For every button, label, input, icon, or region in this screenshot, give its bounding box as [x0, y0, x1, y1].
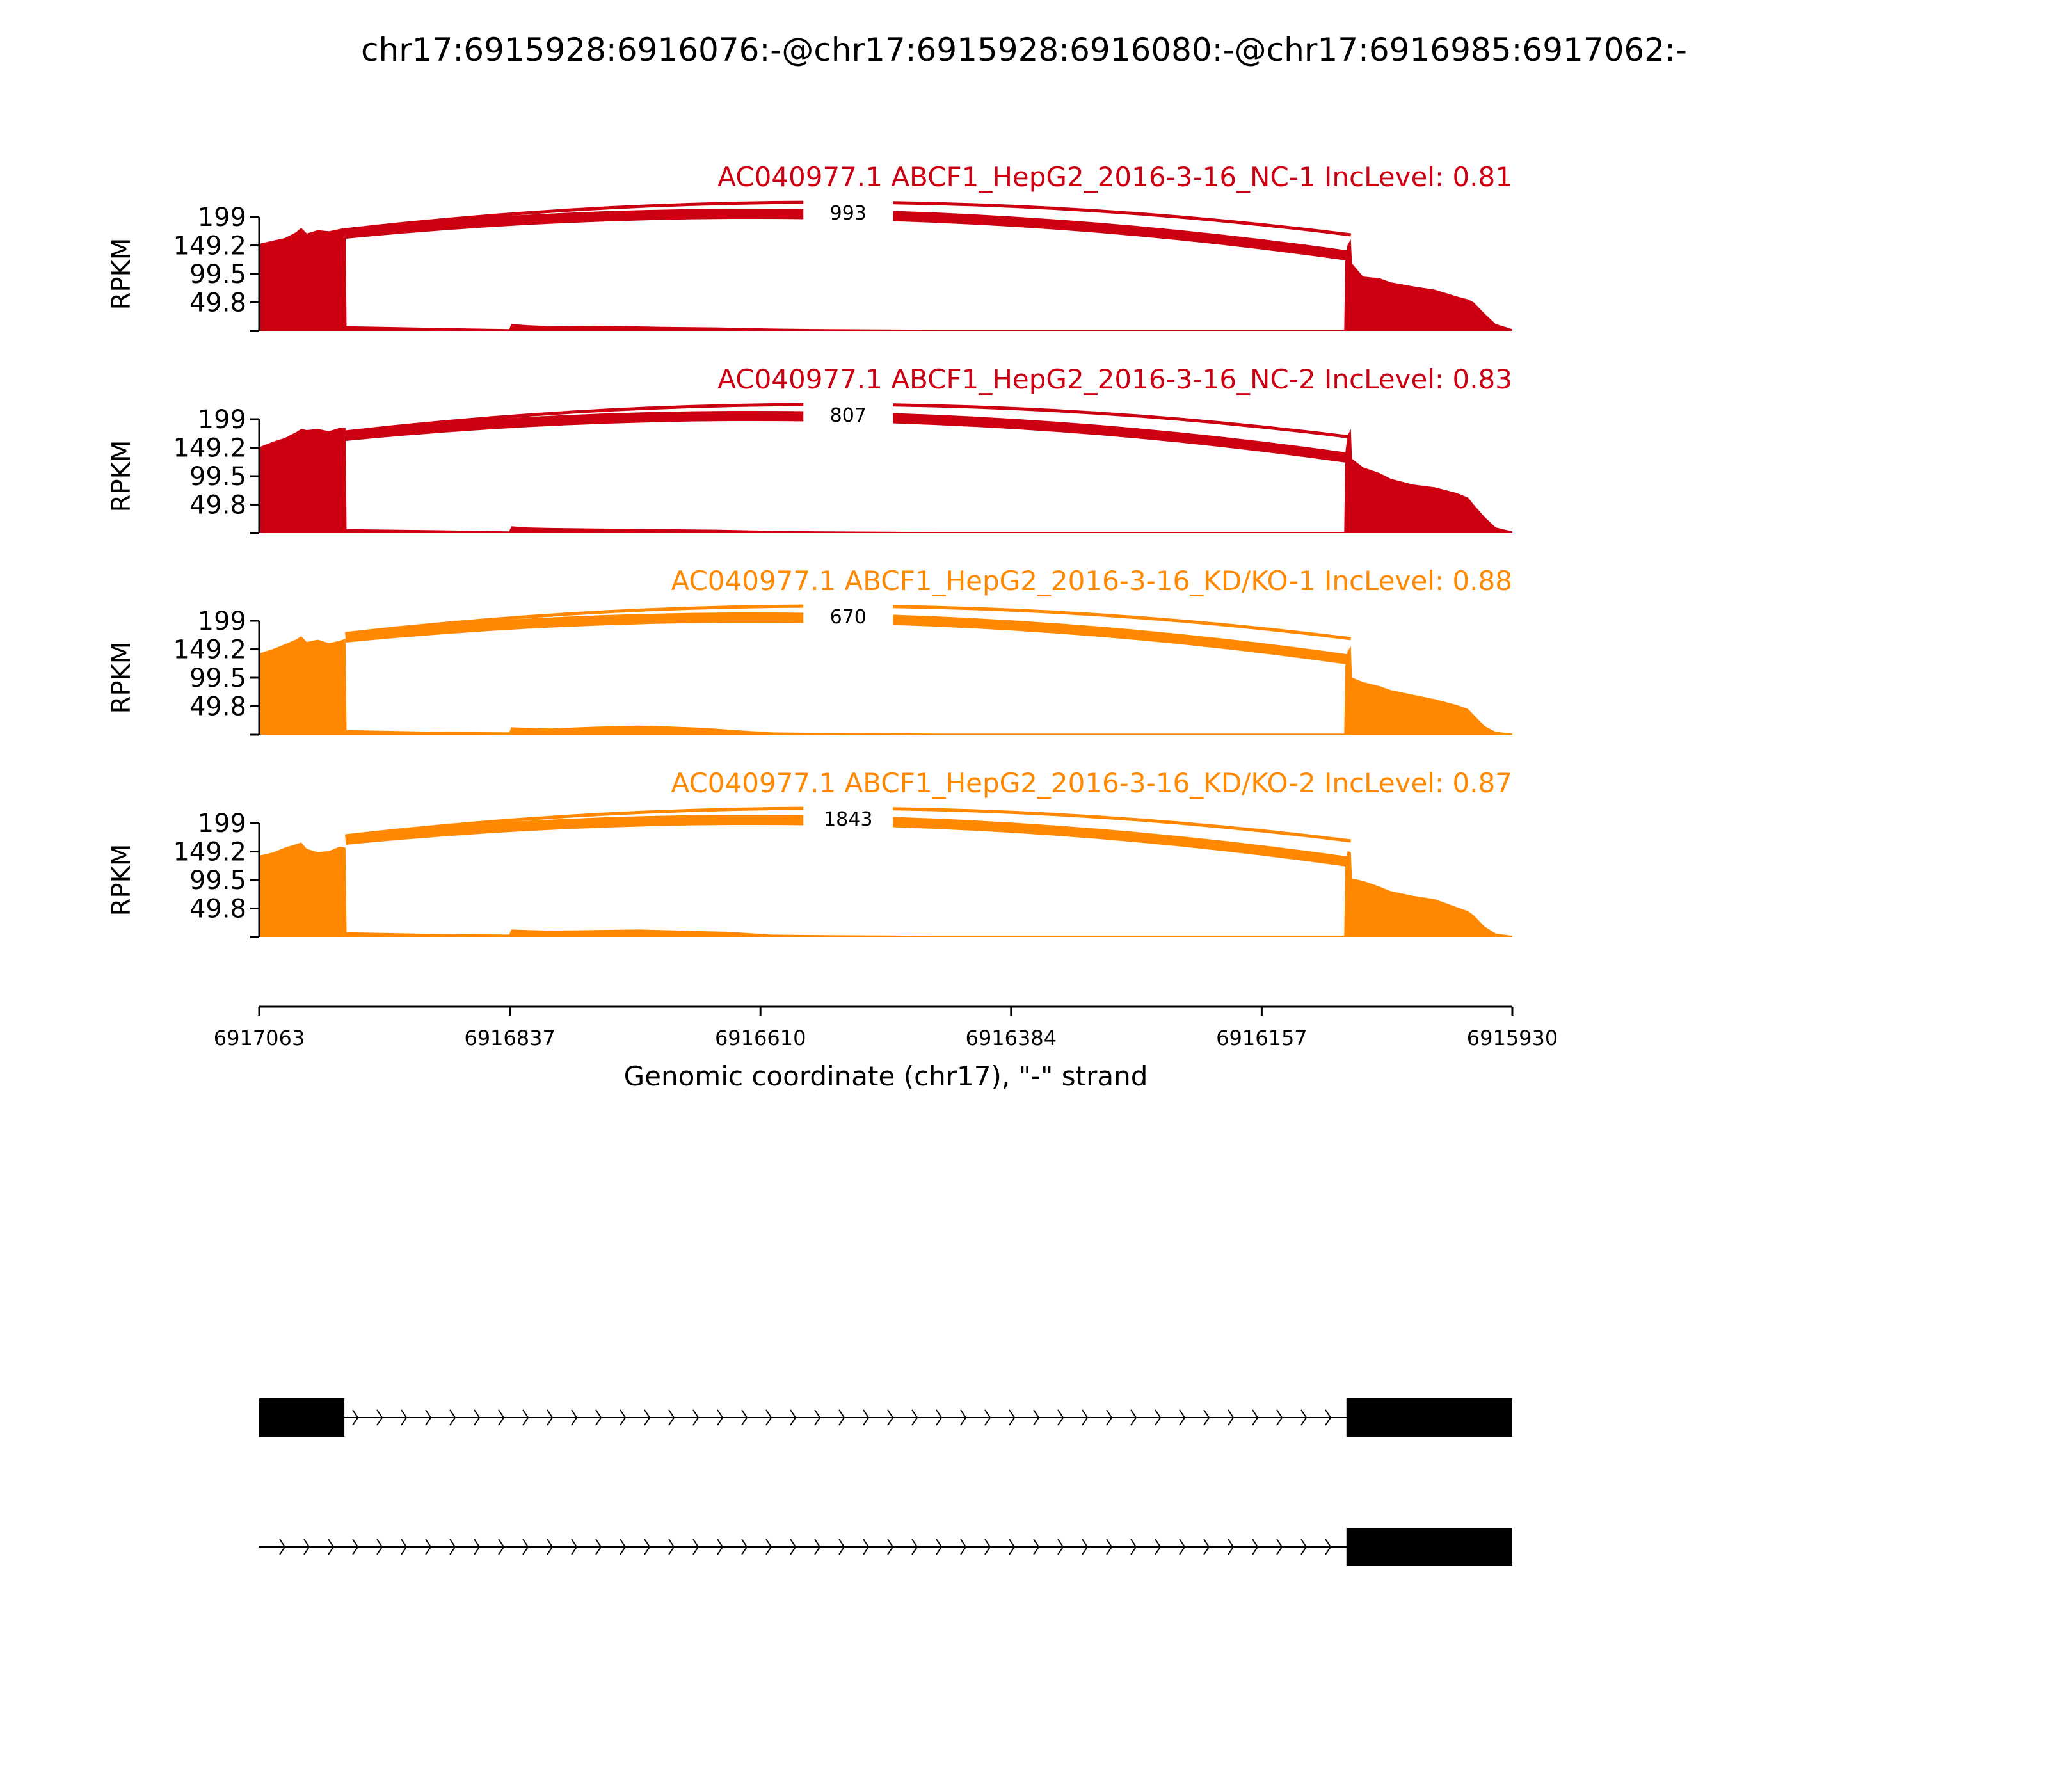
y-tick-label: 149.2 [173, 635, 246, 665]
y-tick-label: 199 [197, 809, 246, 838]
y-tick-label: 99.5 [189, 866, 246, 895]
track-1 [107, 161, 1512, 331]
y-tick-label: 149.2 [173, 837, 246, 867]
y-axis-label: RPKM [107, 440, 136, 513]
exon-block [1347, 1398, 1512, 1437]
y-tick-label: 49.8 [189, 490, 246, 520]
track-label: AC040977.1 ABCF1_HepG2_2016-3-16_NC-1 IncLevel: 0.81 [717, 161, 1512, 193]
x-tick-label: 6916837 [464, 1026, 556, 1050]
track-label: AC040977.1 ABCF1_HepG2_2016-3-16_KD/KO-1 IncLevel: 0.88 [671, 565, 1512, 596]
track-4 [107, 767, 1512, 937]
x-axis [214, 1007, 1558, 1092]
y-tick-label: 49.8 [189, 288, 246, 318]
y-axis-label: RPKM [107, 844, 136, 916]
x-tick-label: 6916610 [714, 1026, 806, 1050]
junction-count: 1843 [824, 808, 873, 831]
x-axis-ticks [214, 1007, 1558, 1050]
y-tick-label: 149.2 [173, 433, 246, 463]
x-axis-label: Genomic coordinate (chr17), "-" strand [623, 1060, 1148, 1092]
y-tick-label: 149.2 [173, 231, 246, 261]
junction-count: 807 [829, 404, 867, 427]
coverage-area [259, 228, 1512, 331]
junction-count: 670 [829, 606, 867, 628]
coverage-tracks [107, 161, 1512, 937]
x-tick-label: 6915930 [1466, 1026, 1558, 1050]
y-tick-label: 199 [197, 203, 246, 232]
junction-count: 993 [829, 202, 867, 225]
plot-title: chr17:6915928:6916076:-@chr17:6915928:6916080:-@chr17:6916985:6917062:- [361, 31, 1687, 68]
transcript-2 [259, 1528, 1512, 1566]
x-tick-label: 6916384 [965, 1026, 1057, 1050]
y-tick-label: 199 [197, 405, 246, 435]
track-3 [107, 565, 1512, 735]
y-axis-label: RPKM [107, 237, 136, 310]
track-label: AC040977.1 ABCF1_HepG2_2016-3-16_KD/KO-2 IncLevel: 0.87 [671, 767, 1512, 799]
x-tick-label: 6916157 [1216, 1026, 1308, 1050]
y-tick-label: 199 [197, 607, 246, 636]
transcript-models [259, 1398, 1512, 1566]
y-tick-label: 49.8 [189, 692, 246, 722]
y-tick-label: 49.8 [189, 894, 246, 924]
y-axis-label: RPKM [107, 641, 136, 714]
y-tick-label: 99.5 [189, 260, 246, 289]
y-tick-label: 99.5 [189, 664, 246, 693]
x-tick-label: 6917063 [213, 1026, 305, 1050]
y-tick-label: 99.5 [189, 462, 246, 492]
track-2 [107, 364, 1512, 533]
exon-block [1347, 1528, 1512, 1566]
coverage-area [259, 428, 1512, 533]
track-label: AC040977.1 ABCF1_HepG2_2016-3-16_NC-2 IncLevel: 0.83 [717, 364, 1512, 395]
transcript-1 [259, 1398, 1512, 1437]
exon-block [259, 1398, 344, 1437]
